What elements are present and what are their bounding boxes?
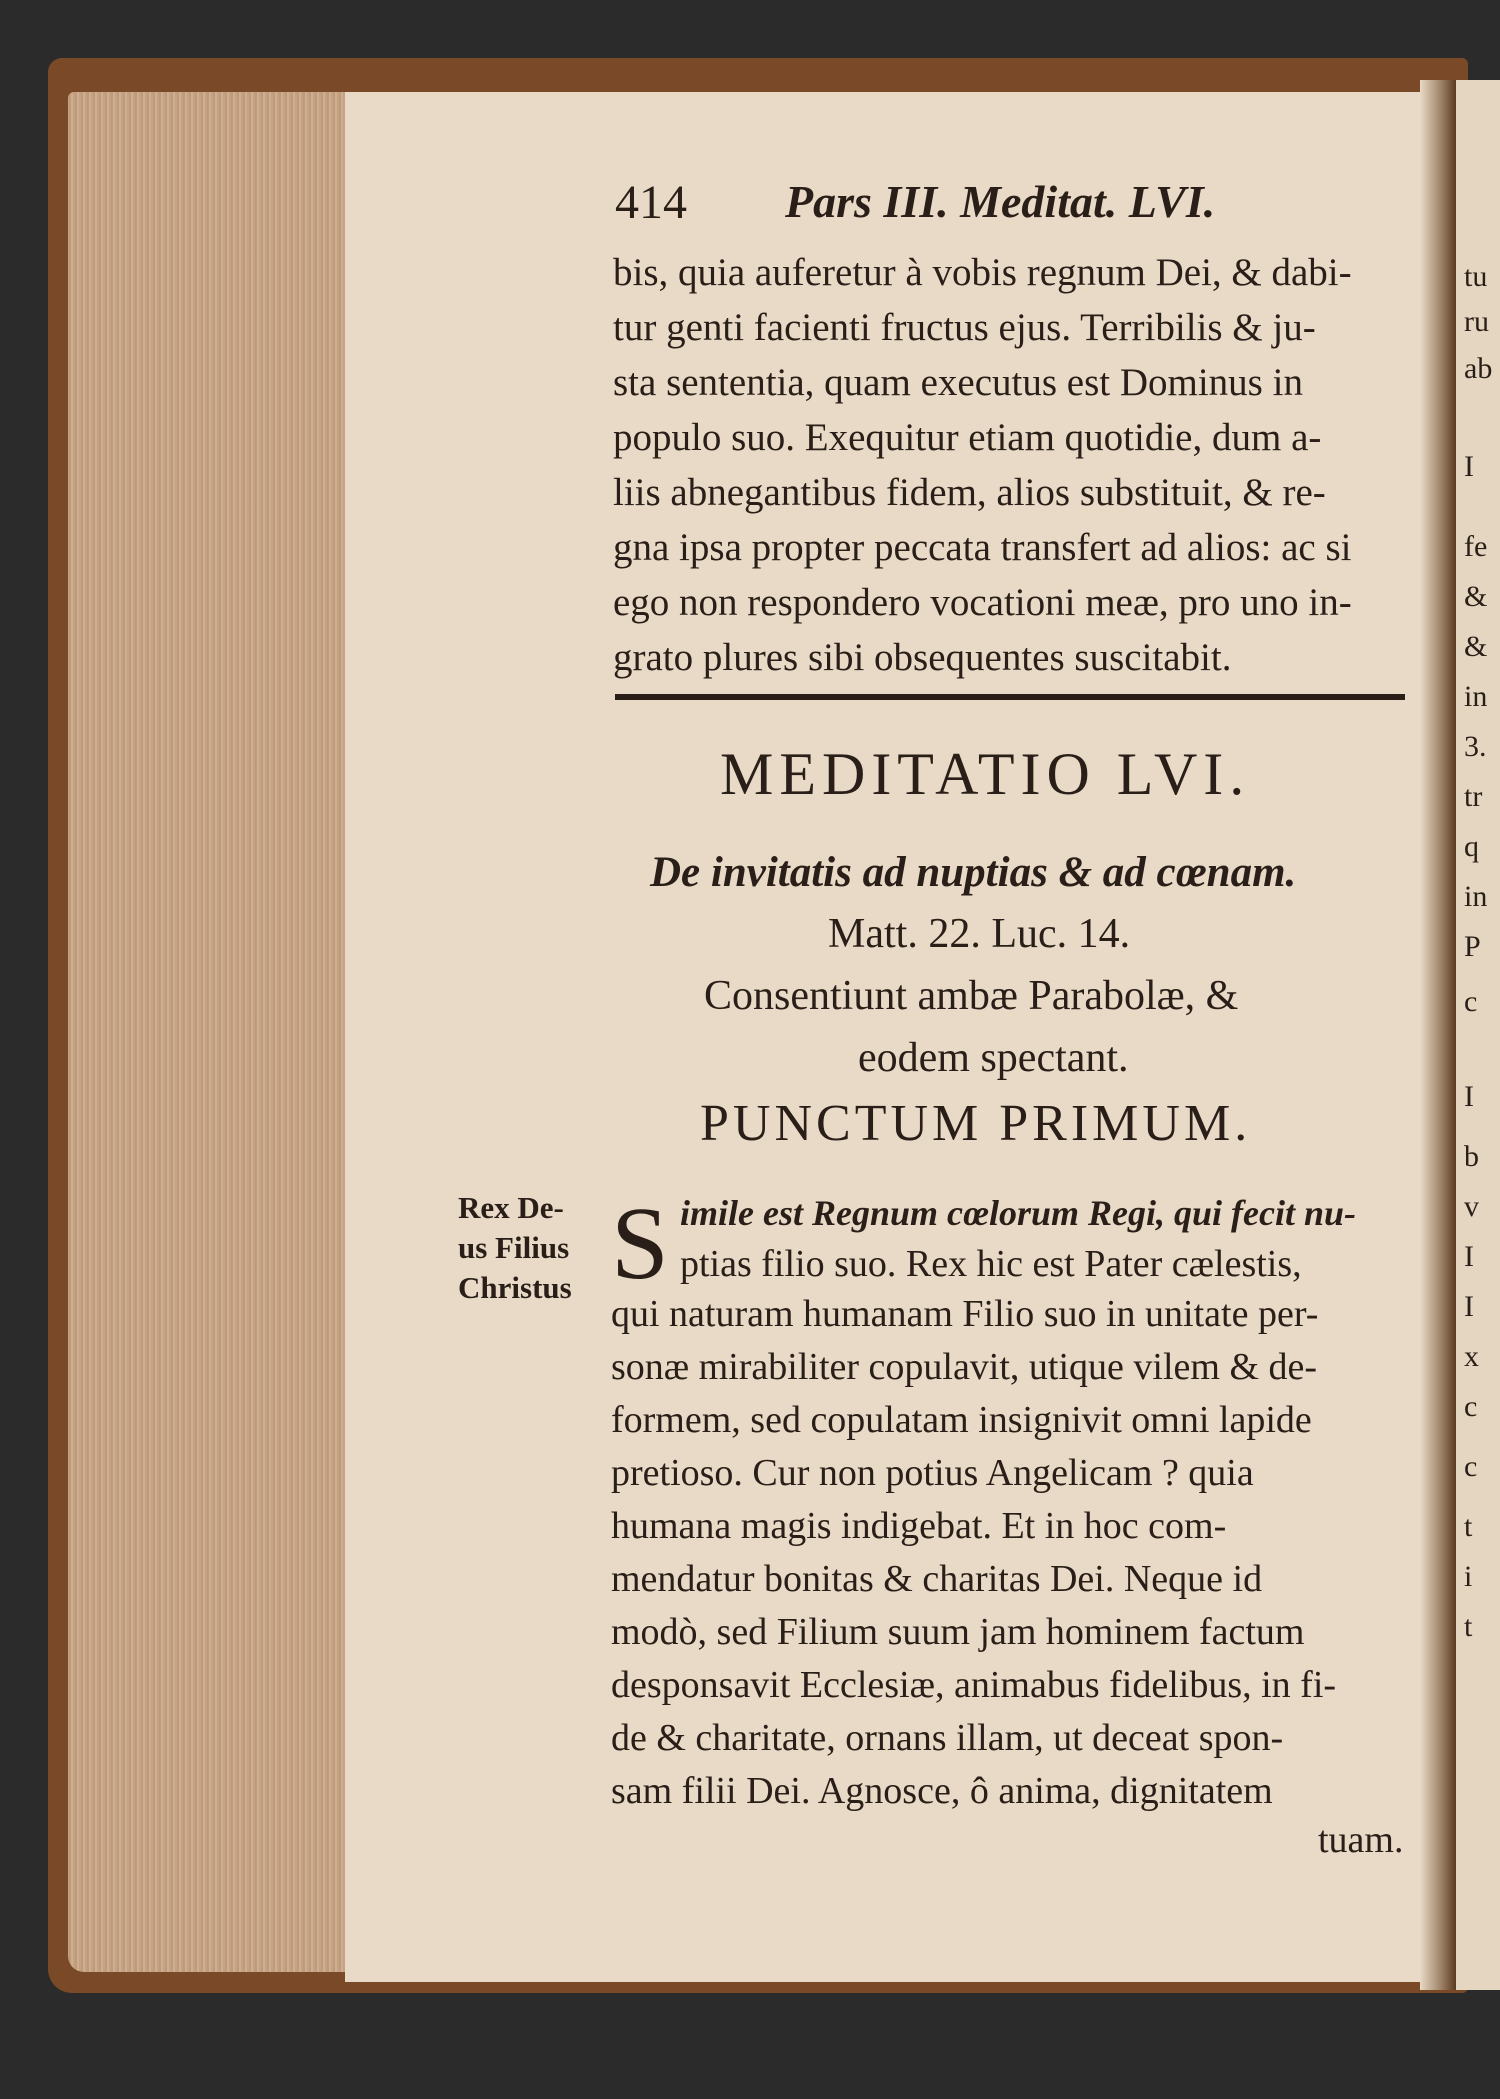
- facing-page-fragment: i: [1464, 1560, 1473, 1593]
- section-rule: [615, 694, 1405, 700]
- facing-page-fragment: &: [1464, 580, 1488, 613]
- meditation-title: MEDITATIO LVI.: [720, 741, 1251, 807]
- facing-page-fragment: t: [1464, 1610, 1473, 1643]
- facing-page-fragment: 3.: [1464, 730, 1487, 763]
- facing-page-fragment: fe: [1464, 530, 1488, 563]
- scripture-reference: Matt. 22. Luc. 14.: [828, 911, 1131, 957]
- text-line: bis, quia auferetur à vobis regnum Dei, & dabi-: [613, 251, 1352, 294]
- page-header: [615, 175, 1216, 230]
- facing-page: [1456, 80, 1500, 1990]
- text-line: sam filii Dei. Agnosce, ô anima, dignitatem: [611, 1770, 1273, 1812]
- concord-line: eodem spectant.: [858, 1035, 1129, 1081]
- facing-page-fragment: v: [1464, 1190, 1479, 1223]
- meditation-subtitle: De invitatis ad nuptias & ad cœnam.: [650, 849, 1297, 896]
- facing-page-fragment: c: [1464, 1450, 1478, 1483]
- text-line: modò, sed Filium suum jam hominem factum: [611, 1611, 1305, 1653]
- text-line: humana magis indigebat. Et in hoc com-: [611, 1505, 1227, 1547]
- facing-page-fragment: tu: [1464, 260, 1488, 293]
- facing-page-fragment: I: [1464, 1290, 1474, 1323]
- facing-page-fragment: I: [1464, 1240, 1474, 1273]
- facing-page-fragment: ru: [1464, 305, 1489, 338]
- facing-page-fragment: I: [1464, 1080, 1474, 1113]
- text-line: ego non respondero vocationi meæ, pro uno in-: [613, 581, 1352, 624]
- text-line: populo suo. Exequitur etiam quotidie, dum a-: [613, 416, 1322, 459]
- catchword: tuam.: [1318, 1819, 1404, 1861]
- text-line: sonæ mirabiliter copulavit, utique vilem & de-: [611, 1346, 1318, 1388]
- gutter: [1420, 80, 1456, 1990]
- text-line: pretioso. Cur non potius Angelicam ? quia: [611, 1452, 1254, 1494]
- drop-cap: S: [611, 1186, 669, 1301]
- facing-page-fragment: q: [1464, 830, 1479, 863]
- facing-page-fragment: b: [1464, 1140, 1479, 1173]
- facing-page-fragment: ab: [1464, 352, 1493, 385]
- text-line: de & charitate, ornans illam, ut deceat spon-: [611, 1717, 1284, 1759]
- text-line: ptias filio suo. Rex hic est Pater cælestis,: [680, 1243, 1302, 1285]
- text-line: mendatur bonitas & charitas Dei. Neque id: [611, 1558, 1263, 1600]
- text-line: qui naturam humanam Filio suo in unitate per-: [611, 1293, 1319, 1335]
- page-edges: [68, 92, 350, 1972]
- facing-page-fragment: c: [1464, 985, 1478, 1018]
- facing-page-fragment: I: [1464, 450, 1474, 483]
- facing-page-fragment: x: [1464, 1340, 1479, 1373]
- margin-note: Christus: [458, 1270, 572, 1305]
- text-line: tur genti facienti fructus ejus. Terribilis & ju-: [613, 306, 1316, 349]
- margin-note: us Filius: [458, 1230, 570, 1265]
- facing-page-fragment: in: [1464, 680, 1488, 713]
- text-line: desponsavit Ecclesiæ, animabus fidelibus, in fi-: [611, 1664, 1337, 1706]
- page-number: 414: [615, 176, 687, 229]
- facing-page-fragment: t: [1464, 1510, 1473, 1543]
- text-line: sta sententia, quam executus est Dominus in: [613, 361, 1303, 404]
- facing-page-fragment: in: [1464, 880, 1488, 913]
- text-line: grato plures sibi obsequentes suscitabit.: [613, 636, 1232, 679]
- facing-page-fragment: c: [1464, 1390, 1478, 1423]
- facing-page-fragment: tr: [1464, 780, 1483, 813]
- running-title: Pars III. Meditat. LVI.: [785, 176, 1216, 227]
- text-line: gna ipsa propter peccata transfert ad alios: ac si: [613, 526, 1352, 569]
- facing-page-fragment: &: [1464, 630, 1488, 663]
- text-line: imile est Regnum cœlorum Regi, qui fecit nu-: [680, 1193, 1357, 1233]
- concord-line: Consentiunt ambæ Parabolæ, &: [704, 973, 1239, 1019]
- point-heading: PUNCTUM PRIMUM.: [700, 1095, 1252, 1152]
- facing-page-fragment: P: [1464, 930, 1481, 963]
- text-line: liis abnegantibus fidem, alios substituit, & re-: [613, 471, 1326, 514]
- margin-note: Rex De-: [458, 1190, 564, 1225]
- text-line: formem, sed copulatam insignivit omni lapide: [611, 1399, 1312, 1441]
